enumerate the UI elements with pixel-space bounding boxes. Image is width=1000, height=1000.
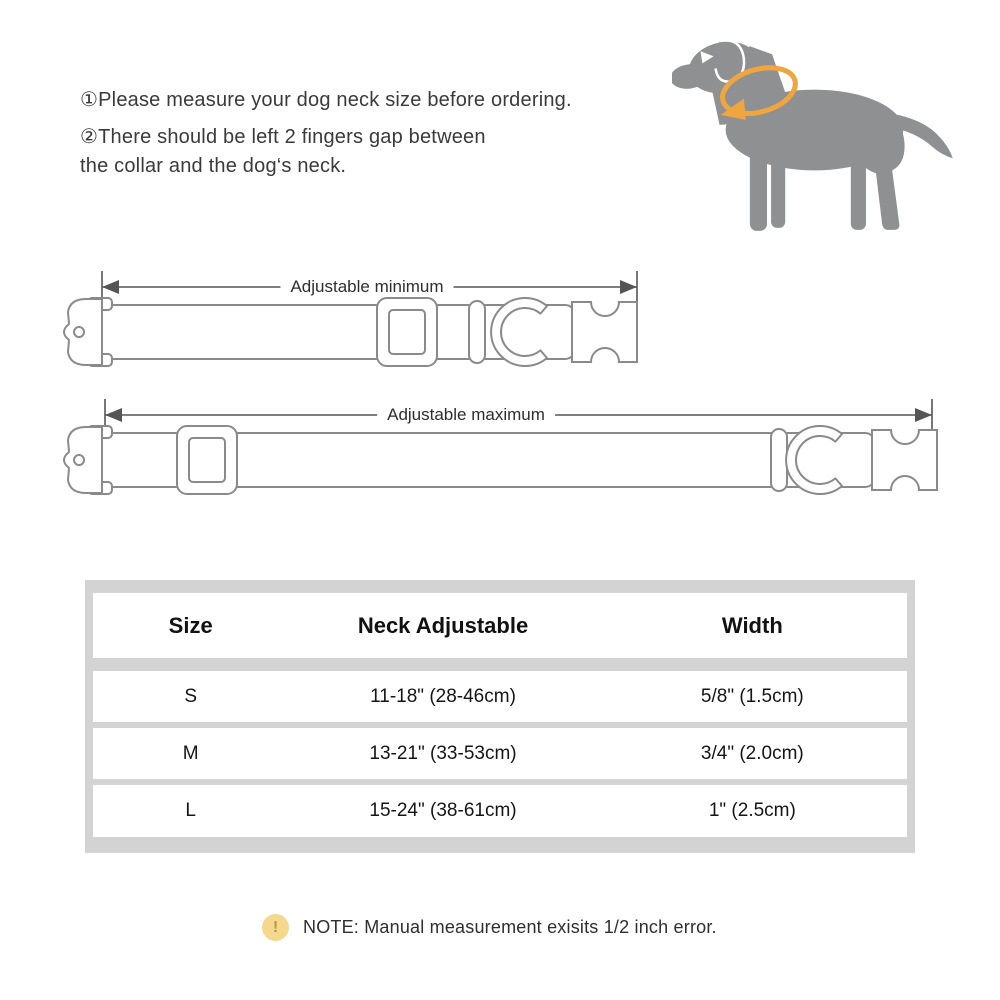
table-row-s xyxy=(93,671,907,722)
adjustable-minimum-label: Adjustable minimum xyxy=(280,277,453,297)
instruction-2-text-line1: There should be left 2 fingers gap between xyxy=(98,126,486,148)
header-size: Size xyxy=(168,612,213,638)
triglide-slider-icon xyxy=(177,426,237,494)
cell-size: S xyxy=(184,685,198,707)
size-chart-table xyxy=(85,580,915,853)
keeper-loop-icon xyxy=(469,301,485,363)
cell-size: L xyxy=(185,800,196,821)
instruction-2-number: ② xyxy=(80,126,99,148)
cell-width: 5/8" (1.5cm) xyxy=(700,685,804,707)
cell-neck: 13-21" (33-53cm) xyxy=(369,742,517,764)
dog-illustration xyxy=(672,26,962,240)
adjustable-maximum-label: Adjustable maximum xyxy=(377,405,555,425)
header-width: Width xyxy=(721,612,783,638)
measuring-instructions xyxy=(80,86,690,181)
cell-neck: 15-24" (38-61cm) xyxy=(369,800,517,821)
table-row-l xyxy=(93,785,907,837)
instruction-1-number: ① xyxy=(80,89,99,111)
note-text: NOTE: Manual measurement exisits 1/2 inch error. xyxy=(303,917,717,937)
measurement-note xyxy=(262,914,717,941)
keeper-loop-icon xyxy=(771,429,787,491)
buckle-male-icon xyxy=(572,302,637,362)
instruction-2-continued: the collar and the dog‘s neck. xyxy=(80,155,347,177)
dog-silhouette xyxy=(672,35,953,231)
collar-diagram-maximum xyxy=(55,396,945,501)
cell-width: 1" (2.5cm) xyxy=(708,800,796,821)
header-neck-adjustable: Neck Adjustable xyxy=(357,612,529,638)
collar-artwork-maximum xyxy=(64,426,937,494)
instruction-1-text: Please measure your dog neck size before ordering. xyxy=(98,89,572,111)
collar-artwork-minimum xyxy=(64,298,637,366)
buckle-male-icon xyxy=(872,430,937,490)
warning-icon: ! xyxy=(262,914,289,941)
instruction-2 xyxy=(80,123,690,152)
table-header-row xyxy=(93,593,907,658)
triglide-slider-icon xyxy=(377,298,437,366)
cell-width: 3/4" (2.0cm) xyxy=(700,742,804,764)
instruction-1 xyxy=(80,86,690,115)
table-row-m xyxy=(93,728,907,779)
cell-size: M xyxy=(182,742,199,764)
cell-neck: 11-18" (28-46cm) xyxy=(370,685,516,707)
collar-diagram-minimum xyxy=(55,268,655,373)
